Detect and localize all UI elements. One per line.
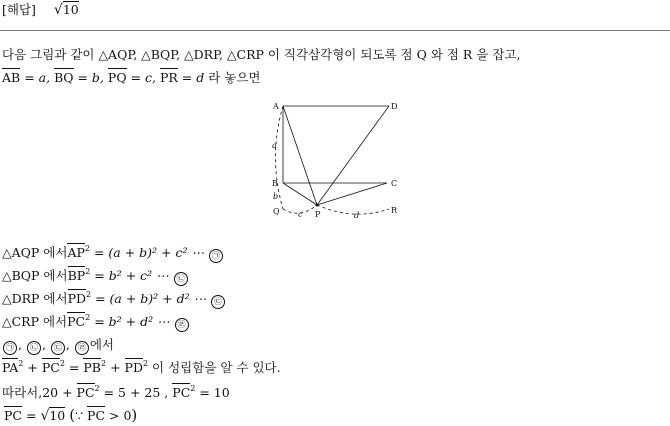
equation-row: △DRP 에서$PD^2 = (a + b)^2 + d^2$ ⋯ ㉢ xyxy=(2,291,226,309)
label-b-length: b xyxy=(273,192,279,201)
equation-row: △CRP 에서$PC^2 = b^2 + d^2$ ⋯ ㉣ xyxy=(2,314,190,332)
intro-line-1: 다음 그림과 같이 △AQP, △BQP, △DRP, △CRP 이 직각삼각형이 되도록 점 Q 와 점 R 을 잡고, xyxy=(2,47,521,62)
label-q-point: Q xyxy=(273,207,280,216)
intro-line-2: AB = a, BQ = b, PQ = c, PR = d 라 놓으면 xyxy=(2,70,261,85)
label-a-length: a xyxy=(272,141,277,150)
divider xyxy=(0,30,670,31)
label-c-point: C xyxy=(391,179,398,188)
equation-row: △AQP 에서$AP^2 = (a + b)^2 + c^2$ ⋯ ㉠ xyxy=(2,245,224,263)
identity-line: $PA^2 + PC^2 = PB^2 + PD^2$ 이 성립함을 알 수 있다. xyxy=(2,359,281,375)
label-a-point: A xyxy=(273,102,279,111)
final-answer-line: PC = √10 (∵ PC > 0) xyxy=(4,406,138,424)
combine-line: ㉠ , ㉡ , ㉢ , ㉣ 에서 xyxy=(2,337,114,355)
label-d-length: d xyxy=(354,211,360,220)
label-c-length: c xyxy=(298,210,303,219)
label-d-point: D xyxy=(391,102,398,111)
geometry-figure xyxy=(264,97,414,222)
label-b-point: B xyxy=(272,179,278,188)
equation-row: △BQP 에서$BP^2 = b^2 + c^2$ ⋯ ㉡ xyxy=(2,268,189,286)
label-r-point: R xyxy=(391,206,398,215)
answer-label: [해답] xyxy=(2,2,36,17)
label-p-point: P xyxy=(315,210,321,219)
answer-value: √10 xyxy=(53,2,79,18)
answer-header xyxy=(2,2,79,18)
conclusion-line: 따라서$,20 + PC^2 = 5 + 25$ , $PC^2 = 10$ xyxy=(2,384,230,400)
